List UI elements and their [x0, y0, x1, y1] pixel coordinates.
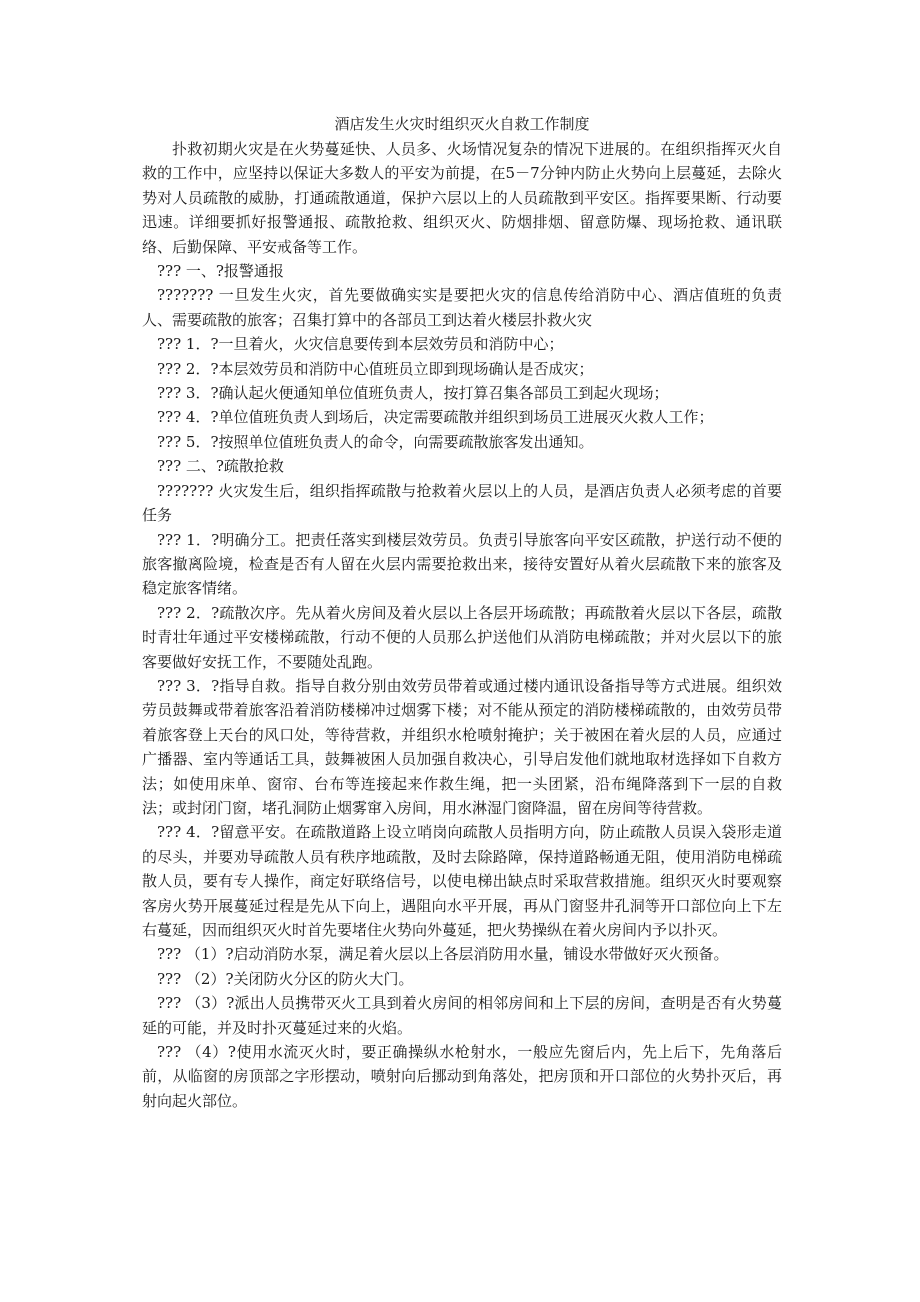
- list-item: ??? 2．?本层效劳员和消防中心值班员立即到现场确认是否成灾；: [157, 359, 594, 378]
- list-item: ??? 2．?疏散次序。先从着火房间及着火层以上各层开场疏散；再疏散着火层以下各层，疏散时青壮年通过平安楼梯疏散，行动不便的人员那么护送他们从消防电梯疏散；并对火层以下的旅客要做好安抚工作，不要随处乱跑。: [142, 603, 782, 671]
- document-title: 酒店发生火灾时组织灭火自救工作制度: [334, 115, 590, 133]
- list-item: ??? 3．?指导自救。指导自救分别由效劳员带着或通过楼内通讯设备指导等方式进展。组织效劳员鼓舞或带着旅客沿着消防楼梯冲过烟雾下楼；对不能从预定的消防楼梯疏散的，由效劳员带着旅客登上天台的风口处，等待营救，并组织水枪喷射掩护；关于被困在着火层的人员，应通过广播器、室内等通话工具，鼓舞被困人员加强自救决心，引导启发他们就地取材选择如下自救方法；如使用床单、窗帘、台布等连接起来作救生绳，把一头团紧，沿布绳降落到下一层的自救法；或封闭门窗，堵孔洞防止烟雾窜入房间，用水淋湿门窗降温，留在房间等待营救。: [142, 676, 782, 817]
- paragraph: 扑救初期火灾是在火势蔓延快、人员多、火场情况复杂的情况下进展的。在组织指挥灭火自救的工作中，应坚持以保证大多数人的平安为前提，在5－7分钟内防止火势向上层蔓延，去除火势对人员疏散的威胁，打通疏散通道，保护六层以上的人员疏散到平安区。指挥要果断、行动要迅速。详细要抓好报警通报、疏散抢救、组织灭火、防烟排烟、留意防爆、现场抢救、通讯联络、后勤保障、平安戒备等工作。: [142, 140, 782, 256]
- list-item: ??? （1）?启动消防水泵，满足着火层以上各层消防用水量，铺设水带做好灭火预备。: [157, 945, 729, 964]
- paragraph: ??????? 一旦发生火灾，首先要做确实实是要把火灾的信息传给消防中心、酒店值班的负责人、需要疏散的旅客；召集打算中的各部员工到达着火楼层扑救火灾: [142, 286, 782, 329]
- list-item: ??? （4）?使用水流灭火时，要正确操纵水枪射水，一般应先窗后内，先上后下，先角落后前，从临窗的房顶部之字形摆动，喷射向后挪动到角落处，把房顶和开口部位的火势扑灭后，再射向起火部位。: [142, 1043, 782, 1110]
- section-heading: ??? 二、?疏散抢救: [157, 457, 284, 476]
- section-heading: ??? 一、?报警通报: [157, 262, 284, 281]
- list-item: ??? 4．?留意平安。在疏散道路上设立哨岗向疏散人员指明方向，防止疏散人员误入袋形走道的尽头，并要劝导疏散人员有秩序地疏散，及时去除路障，保持道路畅通无阻，使用消防电梯疏散人员，要有专人操作，商定好联络信号，以使电梯出缺点时采取营救措施。组织灭火时要观察客房火势开展蔓延过程是先从下向上，遇阻向水平开展，再从门窗竖井孔洞等开口部位向上下左右蔓延，因而组织灭火时首先要堵住火势向外蔓延，把火势操纵在着火房间内予以扑灭。: [142, 823, 782, 939]
- list-item: ??? 3．?确认起火便通知单位值班负责人，按打算召集各部员工到起火现场；: [157, 384, 669, 403]
- list-item: ??? 1．?一旦着火，火灾信息要传到本层效劳员和消防中心；: [157, 335, 564, 354]
- list-item: ??? 4．?单位值班负责人到场后，决定需要疏散并组织到场员工进展灭火救人工作；: [157, 408, 714, 427]
- document-page: [142, 112, 782, 1113]
- paragraph: ??????? 火灾发生后，组织指挥疏散与抢救着火层以上的人员，是酒店负责人必须考虑的首要任务: [142, 481, 782, 525]
- list-item: ??? 1．?明确分工。把责任落实到楼层效劳员。负责引导旅客向平安区疏散，护送行动不便的旅客撤离险境，检查是否有人留在火层内需要抢救出来，接待安置好从着火层疏散下来的旅客及稳定旅客情绪。: [142, 530, 782, 598]
- list-item: ??? 5．?按照单位值班负责人的命令，向需要疏散旅客发出通知。: [157, 432, 594, 451]
- list-item: ??? （3）?派出人员携带灭火工具到着火房间的相邻房间和上下层的房间，查明是否有火势蔓延的可能，并及时扑灭蔓延过来的火焰。: [142, 994, 782, 1037]
- list-item: ??? （2）?关闭防火分区的防火大门。: [157, 969, 414, 988]
